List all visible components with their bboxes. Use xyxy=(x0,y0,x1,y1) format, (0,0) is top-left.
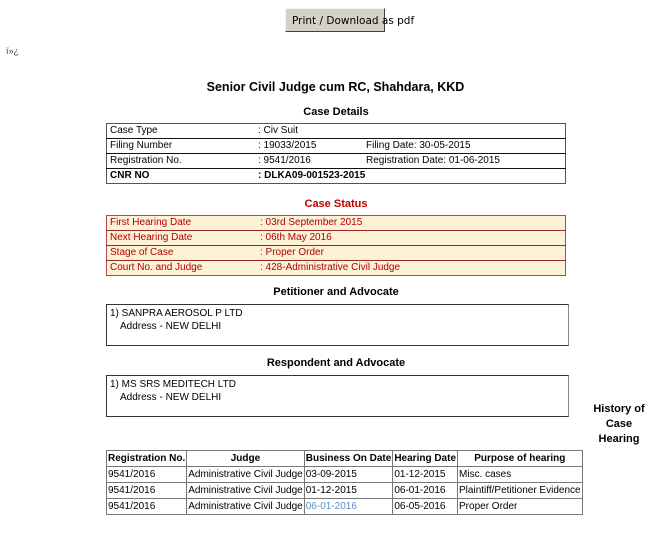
petitioner-box xyxy=(106,304,569,346)
petitioner-name: 1) SANPRA AEROSOL P LTD xyxy=(110,308,243,319)
table-row xyxy=(107,261,566,276)
first-hearing-date-label: First Hearing Date xyxy=(110,217,192,228)
cell-purpose: Plaintiff/Petitioner Evidence xyxy=(458,483,583,499)
col-hearing-date: Hearing Date xyxy=(393,451,458,467)
case-status-heading: Case Status xyxy=(304,198,368,210)
cnr-no-label: CNR NO xyxy=(107,169,256,184)
case-details-table xyxy=(106,123,566,184)
cell-hearing-date: 01-12-2015 xyxy=(393,467,458,483)
first-hearing-date-value: : 03rd September 2015 xyxy=(260,217,363,228)
table-header-row xyxy=(107,451,583,467)
filing-date: Filing Date: 30-05-2015 xyxy=(363,139,566,154)
case-status-table xyxy=(106,215,566,276)
cell-registration-no: 9541/2016 xyxy=(107,483,187,499)
col-registration-no: Registration No. xyxy=(107,451,187,467)
cell-hearing-date: 06-01-2016 xyxy=(393,483,458,499)
print-download-pdf-button[interactable]: Print / Download as pdf xyxy=(285,8,385,32)
table-row xyxy=(107,467,583,483)
respondent-heading: Respondent and Advocate xyxy=(266,357,406,369)
cell-hearing-date: 06-05-2016 xyxy=(393,499,458,515)
filing-number-value: : 19033/2015 xyxy=(255,139,363,154)
history-heading-line1: History of Case xyxy=(593,403,645,430)
history-heading-line2: Hearing xyxy=(598,433,640,445)
hearing-history-table xyxy=(106,450,583,515)
cell-purpose: Proper Order xyxy=(458,499,583,515)
table-row xyxy=(107,216,566,231)
registration-no-value: : 9541/2016 xyxy=(255,154,363,169)
business-date-link[interactable]: 06-01-2016 xyxy=(305,501,357,512)
cell-judge: Administrative Civil Judge xyxy=(187,499,305,515)
table-row xyxy=(107,139,566,154)
col-business-on-date: Business On Date xyxy=(304,451,393,467)
cell-business-on-date: 03-09-2015 xyxy=(304,467,393,483)
registration-date: Registration Date: 01-06-2015 xyxy=(363,154,566,169)
case-type-extra xyxy=(363,124,566,139)
stage-of-case-label: Stage of Case xyxy=(107,246,258,261)
case-type-value: : Civ Suit xyxy=(258,125,299,136)
cell-registration-no: 9541/2016 xyxy=(107,467,187,483)
registration-no-label: Registration No. xyxy=(107,154,256,169)
cnr-no-value: : DLKA09-001523-2015 xyxy=(255,169,566,184)
history-heading xyxy=(580,402,658,447)
cell-registration-no: 9541/2016 xyxy=(107,499,187,515)
petitioner-address: Address - NEW DELHI xyxy=(120,321,222,332)
table-row xyxy=(107,231,566,246)
case-details-heading: Case Details xyxy=(303,106,369,118)
cell-judge: Administrative Civil Judge xyxy=(187,467,305,483)
cell-business-on-date[interactable] xyxy=(304,499,393,515)
encoding-artifact-text: ï»¿ xyxy=(6,46,20,56)
court-judge-label: Court No. and Judge xyxy=(107,261,258,276)
col-purpose: Purpose of hearing xyxy=(458,451,583,467)
next-hearing-date-value: : 06th May 2016 xyxy=(257,231,566,246)
table-row xyxy=(107,483,583,499)
col-judge: Judge xyxy=(187,451,305,467)
court-title: Senior Civil Judge cum RC, Shahdara, KKD xyxy=(206,80,465,94)
respondent-address: Address - NEW DELHI xyxy=(120,392,222,403)
filing-number-label: Filing Number xyxy=(107,139,256,154)
court-judge-value: : 428-Administrative Civil Judge xyxy=(257,261,566,276)
stage-of-case-value: : Proper Order xyxy=(257,246,566,261)
cell-purpose: Misc. cases xyxy=(458,467,583,483)
table-row xyxy=(107,124,566,139)
respondent-box xyxy=(106,375,569,417)
table-row xyxy=(107,169,566,184)
respondent-name: 1) MS SRS MEDITECH LTD xyxy=(110,379,236,390)
table-row xyxy=(107,246,566,261)
cell-business-on-date: 01-12-2015 xyxy=(304,483,393,499)
next-hearing-date-label: Next Hearing Date xyxy=(107,231,258,246)
table-row xyxy=(107,499,583,515)
table-row xyxy=(107,154,566,169)
case-type-label: Case Type xyxy=(110,125,158,136)
cell-judge: Administrative Civil Judge xyxy=(187,483,305,499)
petitioner-heading: Petitioner and Advocate xyxy=(273,286,399,298)
